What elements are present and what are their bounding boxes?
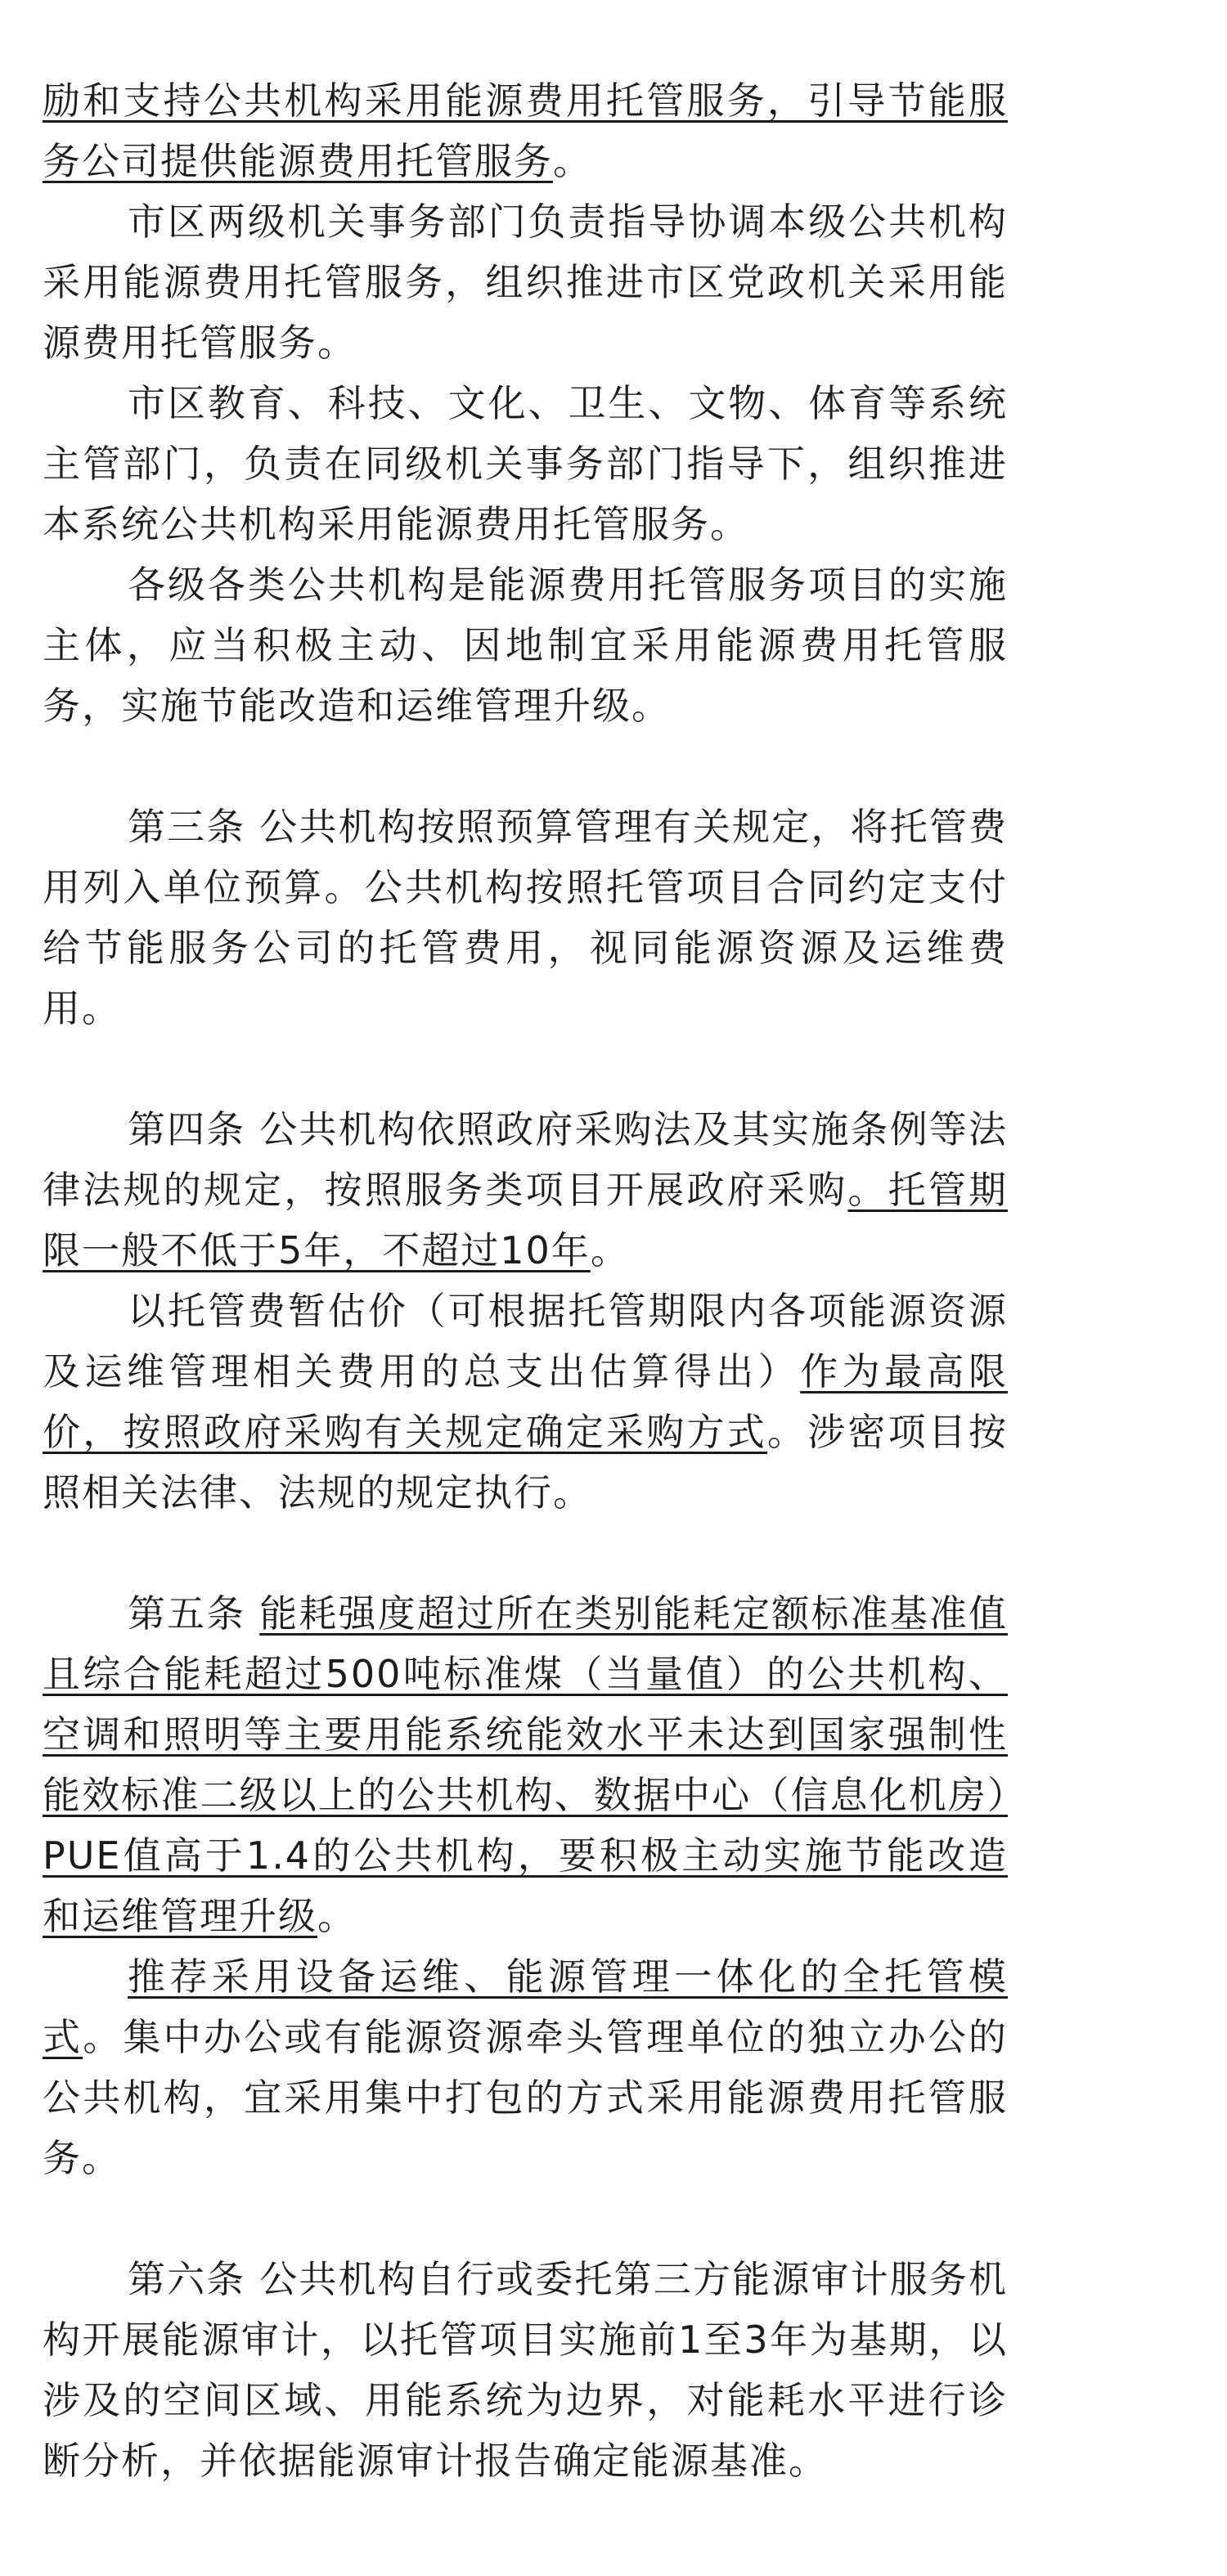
paragraph-institution-duty	[43, 554, 1008, 736]
text-segment: 。涉密项目按照相关法律、法规的规定执行。	[43, 1410, 1009, 1515]
text-segment: 。集中办公或有能源资源牵头管理单位的独立办公的公共机构，宜采用集中打包的方式采用能源费用托管服务。	[43, 2015, 1009, 2180]
article-6	[43, 2249, 1008, 2491]
text-segment: 第四条 公共机构依照政府采购法及其实施条例等法律法规的规定，按照服务类项目开展政府采购	[43, 1107, 1008, 1212]
paragraph-continuation	[43, 70, 1008, 191]
text-segment: 。	[317, 1894, 357, 1938]
underlined-text: 励和支持公共机构采用能源费用托管服务，引导节能服务公司提供能源费用托管服务	[43, 79, 1008, 183]
article-5-mode	[43, 1946, 1008, 2188]
underlined-text: 推荐采用设备运维、能源管理一体化的全托管模式	[43, 1954, 1008, 2059]
paragraph-department-duty	[43, 373, 1008, 554]
text-segment: 各级各类公共机构是能源费用托管服务项目的实施主体，应当积极主动、因地制宜采用能源费用托管服务，实施节能改造和运维管理升级。	[43, 563, 1008, 728]
document-body	[43, 70, 1008, 2491]
text-segment: 。	[590, 1228, 630, 1272]
text-segment: 以托管费暂估价（可根据托管期限内各项能源资源及运维管理相关费用的总支出估算得出）	[43, 1289, 1008, 1393]
article-4-price	[43, 1281, 1008, 1523]
article-5	[43, 1583, 1008, 1946]
paragraph-agency-duty	[43, 191, 1008, 373]
text-segment: 第五条	[128, 1591, 260, 1636]
article-3	[43, 797, 1008, 1039]
text-segment: 。	[553, 139, 592, 183]
text-segment: 第六条 公共机构自行或委托第三方能源审计服务机构开展能源审计，以托管项目实施前1至3年为基期，以涉及的空间区域、用能系统为边界，对能耗水平进行诊断分析，并依据能源审计报告确定能源基准。	[43, 2257, 1008, 2483]
text-segment: 市区教育、科技、文化、卫生、文物、体育等系统主管部门，负责在同级机关事务部门指导下，组织推进本系统公共机构采用能源费用托管服务。	[43, 381, 1008, 546]
text-segment: 市区两级机关事务部门负责指导协调本级公共机构采用能源费用托管服务，组织推进市区党政机关采用能源费用托管服务。	[43, 200, 1008, 365]
underlined-text: 作为最高限价，按照政府采购有关规定确定采购方式	[43, 1349, 1009, 1454]
underlined-text: 。托管期限一般不低于5年，不超过10年	[43, 1168, 1009, 1272]
underlined-text: 能耗强度超过所在类别能耗定额标准基准值且综合能耗超过500吨标准煤（当量值）的公共机构、空调和照明等主要用能系统能效水平未达到国家强制性能效标准二级以上的公共机构、数据中心（信息化机房）PUE值高于1.4的公共机构，要积极主动实施节能改造和运维管理升级	[43, 1591, 1009, 1938]
text-segment: 第三条 公共机构按照预算管理有关规定，将托管费用列入单位预算。公共机构按照托管项目合同约定支付给节能服务公司的托管费用，视同能源资源及运维费用。	[43, 805, 1008, 1030]
article-4	[43, 1099, 1008, 1281]
